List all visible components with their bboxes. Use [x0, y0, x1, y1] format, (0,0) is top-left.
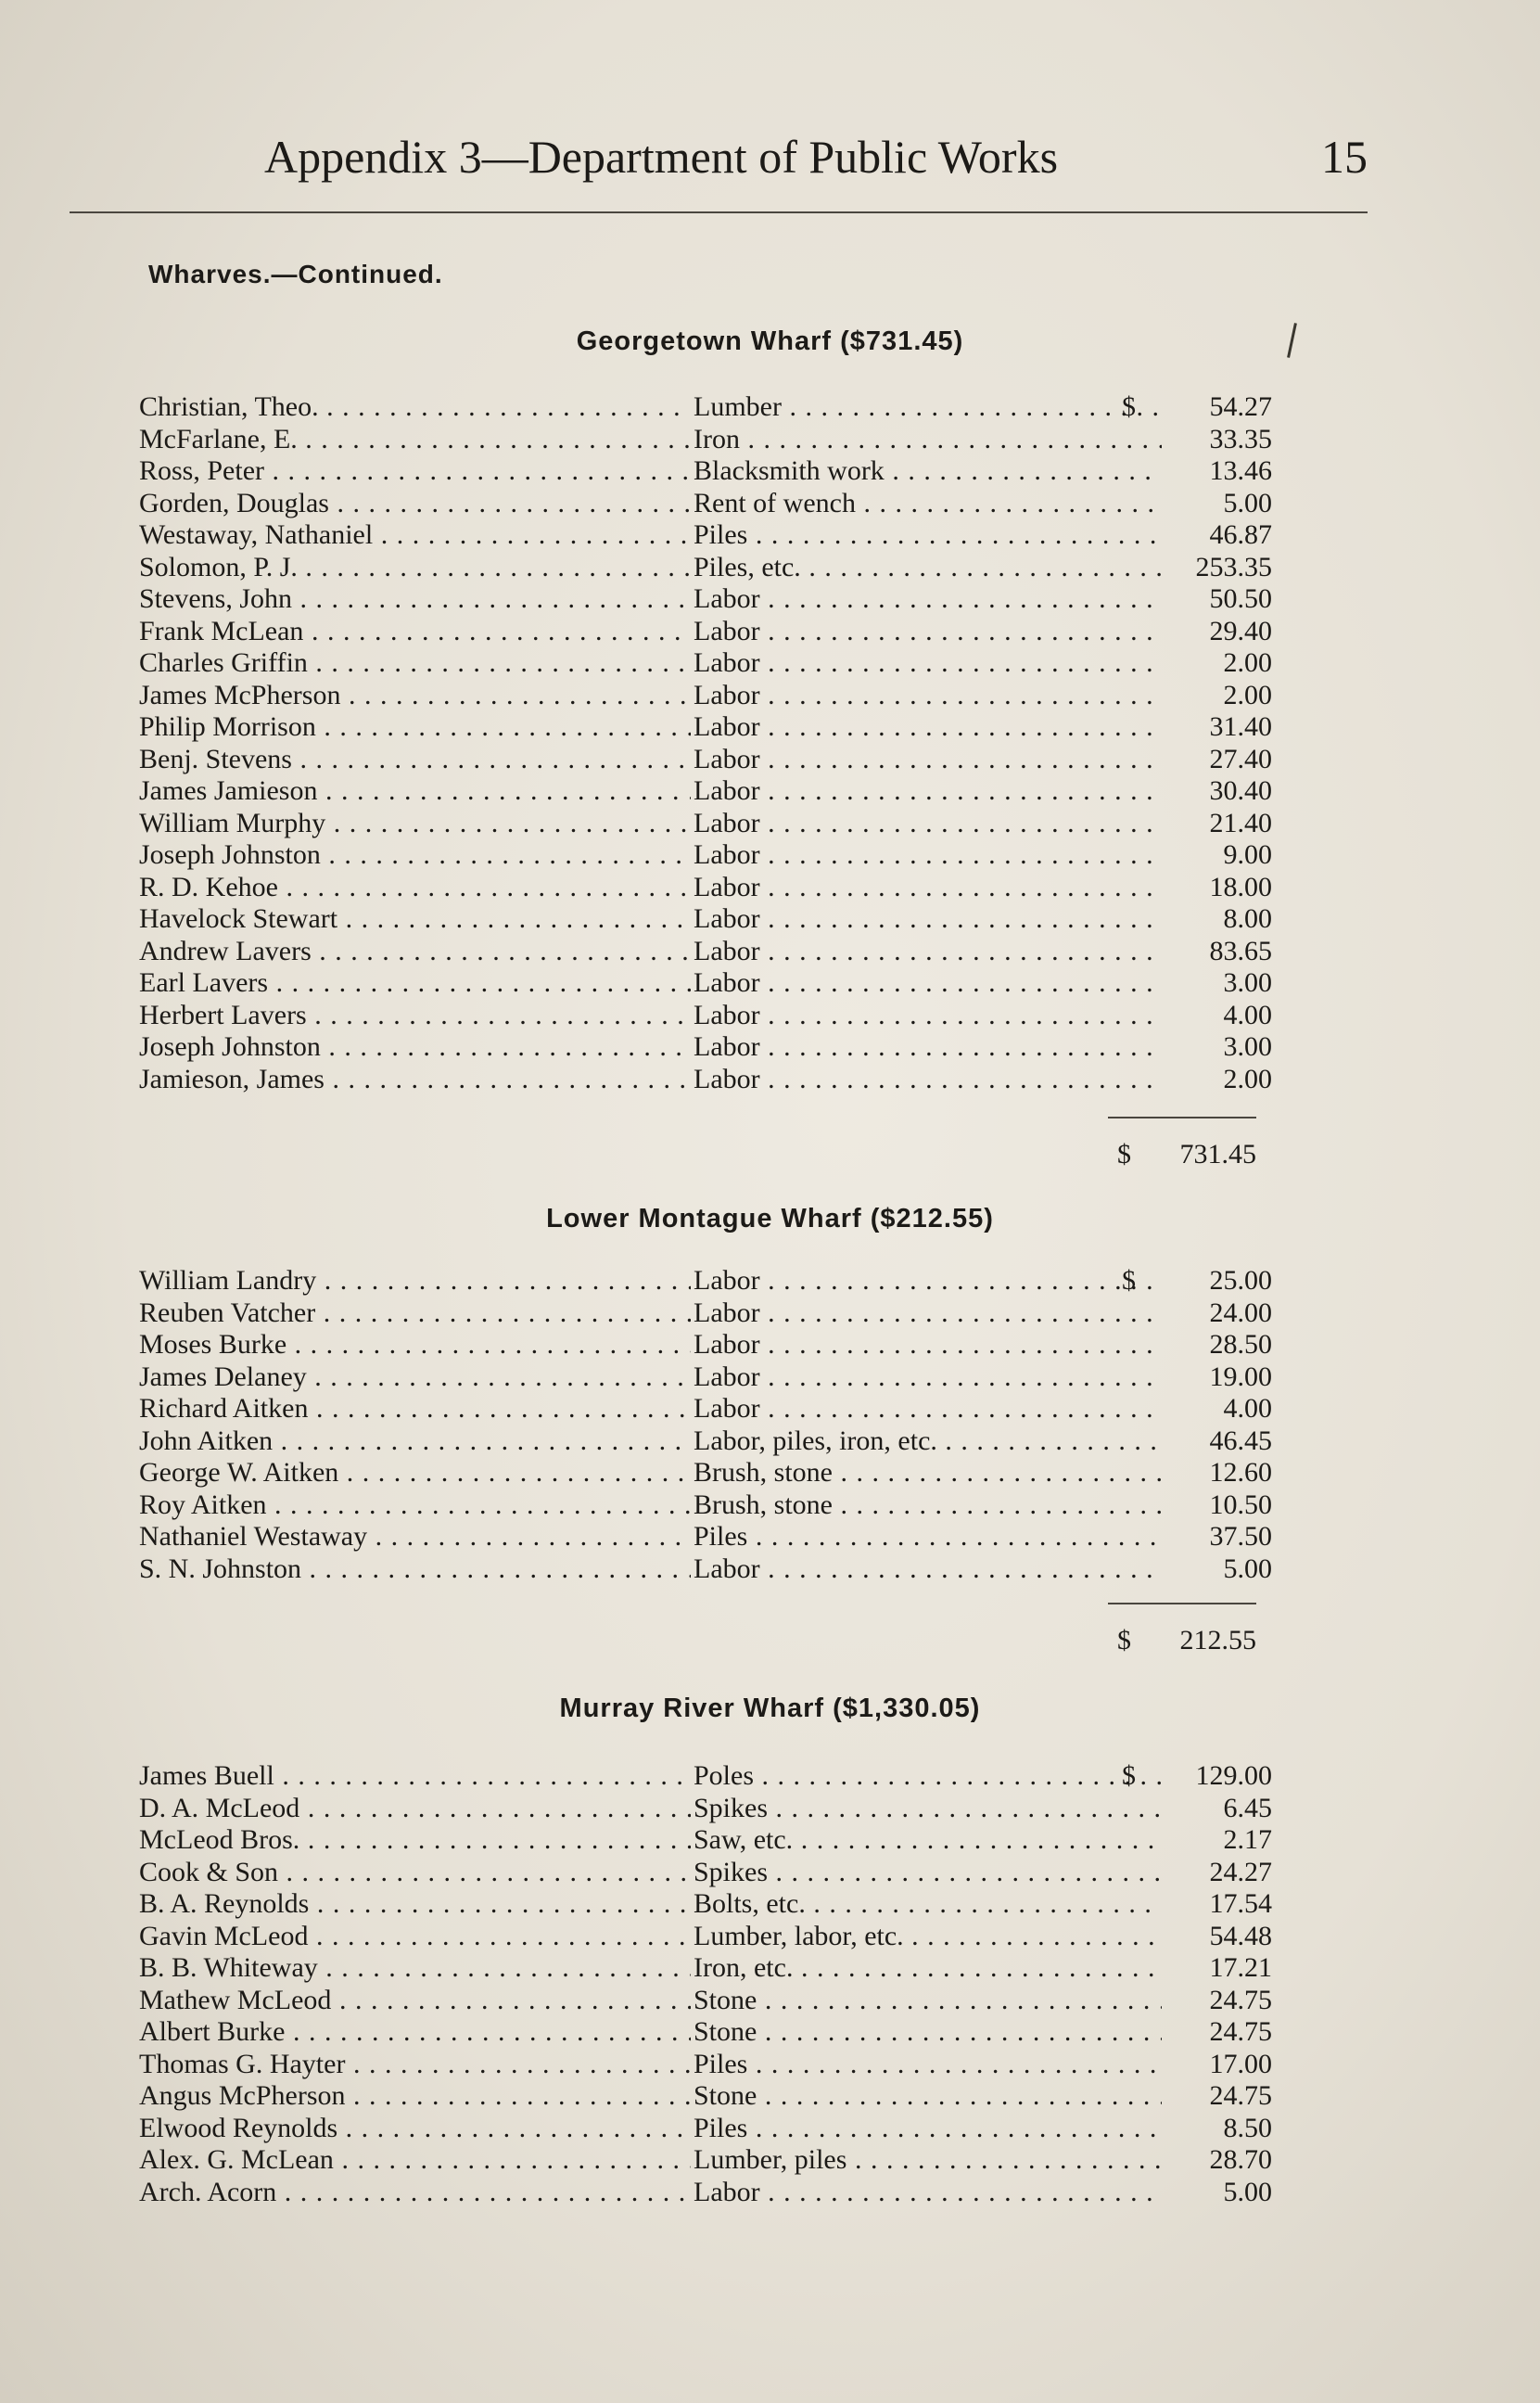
item-cell: [694, 1031, 1162, 1064]
amount: 17.00: [1209, 2048, 1272, 2079]
section-subhead: Wharves.—Continued.: [148, 260, 443, 288]
payee-name: Moses Burke . . .: [139, 1329, 691, 1361]
amount: 24.75: [1209, 2080, 1272, 2111]
amount: 3.00: [1223, 1031, 1272, 1062]
item-cell: [694, 1521, 1162, 1553]
item-description: Labor . . .: [694, 744, 1162, 776]
item-cell: [694, 2177, 1162, 2209]
payee-name: Joseph Johnston . . .: [139, 839, 691, 872]
item-cell: [694, 1425, 1162, 1458]
ledger-row: [139, 935, 1272, 968]
amount: 37.50: [1209, 1521, 1272, 1552]
total-amount: 212.55: [1179, 1625, 1256, 1655]
item-cell: [694, 488, 1162, 520]
payee-name: Herbert Lavers . . .: [139, 1000, 691, 1032]
total-amount: 731.45: [1179, 1139, 1256, 1170]
amount: 8.50: [1223, 2112, 1272, 2143]
amount: 9.00: [1223, 839, 1272, 870]
payee-name: Benj. Stevens . . .: [139, 744, 691, 776]
item-cell: [694, 903, 1162, 936]
item-description: Labor . . .: [694, 1000, 1162, 1032]
page-title: Appendix 3—Department of Public Works: [264, 131, 1059, 183]
total-georgetown: [1117, 1139, 1256, 1170]
item-description: Labor . . .: [694, 680, 1162, 712]
payee-name: Andrew Lavers . . .: [139, 936, 691, 968]
item-cell: [694, 519, 1162, 552]
item-cell: [694, 680, 1162, 712]
payee-name: James Buell . . .: [139, 1760, 691, 1793]
payee-name: S. N. Johnston . . .: [139, 1553, 691, 1586]
payee-name: Reuben Vatcher . . .: [139, 1297, 691, 1330]
payee-name: William Landry . . .: [139, 1265, 691, 1297]
payee-name: James Jamieson . . .: [139, 775, 691, 808]
item-cell: [694, 1793, 1162, 1825]
payee-name: McLeod Bros. . . .: [139, 1824, 691, 1857]
item-description: Stone . . .: [694, 1985, 1162, 2017]
payee-name: Albert Burke . . .: [139, 2016, 691, 2049]
payee-name: Roy Aitken . . .: [139, 1489, 691, 1522]
item-description: Labor . . .: [694, 936, 1162, 968]
ledger-row: [139, 1329, 1272, 1361]
item-description: Labor . . .: [694, 1553, 1162, 1586]
item-description: Brush, stone . . .: [694, 1489, 1162, 1522]
item-description: Labor . . .: [694, 2177, 1162, 2209]
entries-lower-montague: [139, 1265, 1272, 1585]
ledger-row: [139, 1888, 1272, 1921]
ledger-row: [139, 2016, 1272, 2049]
amount: 46.45: [1209, 1425, 1272, 1456]
ledger-row: [139, 551, 1272, 584]
payee-name: D. A. McLeod . . .: [139, 1793, 691, 1825]
payee-name: McFarlane, E. . . .: [139, 424, 691, 456]
item-description: Iron . . .: [694, 424, 1162, 456]
amount: 28.50: [1209, 1329, 1272, 1360]
item-cell: [694, 647, 1162, 680]
ledger-row: [139, 1393, 1272, 1425]
item-cell: [694, 2113, 1162, 2145]
item-cell: [694, 2016, 1162, 2049]
item-description: Lumber, piles . . .: [694, 2144, 1162, 2177]
total-currency: $: [1117, 1625, 1131, 1655]
item-description: Labor . . .: [694, 1064, 1162, 1096]
item-cell: [694, 455, 1162, 488]
item-cell: [694, 1952, 1162, 1985]
section-title-murray-river: Murray River Wharf ($1,330.05): [559, 1694, 981, 1723]
amount: 24.00: [1209, 1297, 1272, 1328]
currency-symbol: $: [1122, 1760, 1136, 1791]
item-cell: [694, 808, 1162, 840]
item-description: Labor . . .: [694, 903, 1162, 936]
ledger-row: [139, 1425, 1272, 1458]
item-cell: [694, 1393, 1162, 1425]
ledger-row: [139, 839, 1272, 872]
item-description: Stone . . .: [694, 2080, 1162, 2113]
payee-name: James Delaney . . .: [139, 1361, 691, 1394]
item-cell: [694, 552, 1162, 584]
ledger-row: [139, 903, 1272, 936]
ledger-row: [139, 1063, 1272, 1096]
amount: 10.50: [1209, 1489, 1272, 1520]
item-description: Brush, stone . . .: [694, 1457, 1162, 1489]
payee-name: Elwood Reynolds . . .: [139, 2113, 691, 2145]
payee-name: Christian, Theo. . . .: [139, 391, 691, 424]
ledger-row: [139, 615, 1272, 648]
item-cell: [694, 1297, 1162, 1330]
ledger-row: [139, 391, 1272, 424]
ledger-row: [139, 711, 1272, 744]
payee-name: Westaway, Nathaniel . . .: [139, 519, 691, 552]
item-cell: [694, 2080, 1162, 2113]
ledger-row: [139, 1265, 1272, 1297]
payee-name: Solomon, P. J. . . .: [139, 552, 691, 584]
item-description: Labor . . .: [694, 583, 1162, 616]
amount: 33.35: [1209, 423, 1272, 454]
total-lower-montague: [1117, 1625, 1256, 1656]
ledger-row: [139, 679, 1272, 712]
amount: 129.00: [1195, 1760, 1272, 1791]
item-description: Piles, etc. . . .: [694, 552, 1162, 584]
ledger-row: [139, 2048, 1272, 2081]
item-cell: [694, 1489, 1162, 1522]
item-description: Lumber, labor, etc. . . .: [694, 1921, 1162, 1953]
payee-name: Stevens, John . . .: [139, 583, 691, 616]
ledger-row: [139, 1792, 1272, 1825]
item-description: Labor . . .: [694, 1297, 1162, 1330]
item-cell: [694, 391, 1162, 424]
ledger-row: [139, 1920, 1272, 1953]
item-cell: [694, 583, 1162, 616]
currency-symbol: $: [1122, 1265, 1136, 1296]
amount: 21.40: [1209, 807, 1272, 838]
item-description: Labor . . .: [694, 1361, 1162, 1394]
ledger-row: [139, 1489, 1272, 1522]
ledger-row: [139, 1457, 1272, 1489]
item-cell: [694, 2144, 1162, 2177]
currency-symbol: $: [1122, 391, 1136, 422]
item-description: Labor, piles, iron, etc. . . .: [694, 1425, 1162, 1458]
item-cell: [694, 1824, 1162, 1857]
amount: 12.60: [1209, 1457, 1272, 1488]
amount: 4.00: [1223, 999, 1272, 1030]
amount: 25.00: [1209, 1265, 1272, 1296]
item-description: Labor . . .: [694, 775, 1162, 808]
ledger-row: [139, 967, 1272, 1000]
payee-name: Thomas G. Hayter . . .: [139, 2049, 691, 2081]
ledger-row: [139, 1856, 1272, 1889]
payee-name: Frank McLean . . .: [139, 616, 691, 648]
payee-name: George W. Aitken . . .: [139, 1457, 691, 1489]
ledger-row: [139, 743, 1272, 776]
payee-name: Earl Lavers . . .: [139, 967, 691, 1000]
amount: 31.40: [1209, 711, 1272, 742]
entries-murray-river: [139, 1760, 1272, 2208]
amount: 54.27: [1209, 391, 1272, 422]
ledger-row: [139, 1952, 1272, 1985]
item-description: Labor . . .: [694, 839, 1162, 872]
item-description: Piles . . .: [694, 2049, 1162, 2081]
amount: 29.40: [1209, 615, 1272, 646]
payee-name: John Aitken . . .: [139, 1425, 691, 1458]
item-cell: [694, 1760, 1162, 1793]
ledger-row: [139, 487, 1272, 520]
item-description: Piles . . .: [694, 519, 1162, 552]
item-cell: [694, 839, 1162, 872]
item-cell: [694, 1000, 1162, 1032]
ledger-row: [139, 1521, 1272, 1553]
amount: 46.87: [1209, 519, 1272, 550]
ledger-row: [139, 1297, 1272, 1330]
item-cell: [694, 1921, 1162, 1953]
amount: 2.00: [1223, 679, 1272, 710]
payee-name: Ross, Peter . . .: [139, 455, 691, 488]
ledger-row: [139, 775, 1272, 808]
ledger-row: [139, 1984, 1272, 2017]
amount: 3.00: [1223, 967, 1272, 998]
ledger-row: [139, 999, 1272, 1032]
ledger-row: [139, 423, 1272, 456]
ledger-row: [139, 519, 1272, 552]
ledger-row: [139, 807, 1272, 840]
payee-name: Richard Aitken . . .: [139, 1393, 691, 1425]
total-rule-lower-montague: [1108, 1603, 1256, 1604]
item-description: Lumber . . .: [694, 391, 1162, 424]
amount: 50.50: [1209, 583, 1272, 614]
section-title-georgetown: Georgetown Wharf ($731.45): [576, 326, 964, 356]
item-description: Iron, etc. . . .: [694, 1952, 1162, 1985]
payee-name: Gavin McLeod . . .: [139, 1921, 691, 1953]
item-description: Spikes . . .: [694, 1793, 1162, 1825]
ledger-row: [139, 455, 1272, 488]
payee-name: Joseph Johnston . . .: [139, 1031, 691, 1064]
amount: 5.00: [1223, 2176, 1272, 2207]
payee-name: William Murphy . . .: [139, 808, 691, 840]
item-description: Labor . . .: [694, 872, 1162, 904]
item-cell: [694, 1985, 1162, 2017]
payee-name: Philip Morrison . . .: [139, 711, 691, 744]
amount: 83.65: [1209, 935, 1272, 966]
amount: 19.00: [1209, 1361, 1272, 1392]
amount: 8.00: [1223, 903, 1272, 934]
item-cell: [694, 2049, 1162, 2081]
item-description: Rent of wench . . .: [694, 488, 1162, 520]
item-cell: [694, 424, 1162, 456]
item-cell: [694, 775, 1162, 808]
ledger-row: [139, 2112, 1272, 2145]
ledger-row: [139, 1824, 1272, 1857]
amount: 17.54: [1209, 1888, 1272, 1919]
item-description: Labor . . .: [694, 711, 1162, 744]
payee-name: Havelock Stewart . . .: [139, 903, 691, 936]
page-number: 15: [1321, 131, 1368, 183]
payee-name: Jamieson, James . . .: [139, 1064, 691, 1096]
item-description: Labor . . .: [694, 808, 1162, 840]
ledger-row: [139, 2144, 1272, 2177]
item-cell: [694, 1553, 1162, 1586]
item-cell: [694, 1361, 1162, 1394]
amount: 5.00: [1223, 1553, 1272, 1584]
ledger-row: [139, 1553, 1272, 1586]
ledger-row: [139, 2080, 1272, 2113]
amount: 17.21: [1209, 1952, 1272, 1983]
amount: 27.40: [1209, 743, 1272, 774]
item-cell: [694, 936, 1162, 968]
payee-name: Cook & Son . . .: [139, 1857, 691, 1889]
payee-name: B. B. Whiteway . . .: [139, 1952, 691, 1985]
ledger-row: [139, 2176, 1272, 2209]
amount: 253.35: [1195, 551, 1272, 582]
item-description: Blacksmith work . . .: [694, 455, 1162, 488]
amount: 18.00: [1209, 871, 1272, 902]
amount: 4.00: [1223, 1393, 1272, 1424]
item-cell: [694, 711, 1162, 744]
total-rule-georgetown: [1108, 1117, 1256, 1118]
item-description: Labor . . .: [694, 1031, 1162, 1064]
item-description: Labor . . .: [694, 967, 1162, 1000]
total-currency: $: [1117, 1139, 1131, 1170]
amount: 6.45: [1223, 1792, 1272, 1823]
entries-georgetown: [139, 391, 1272, 1095]
item-description: Piles . . .: [694, 2113, 1162, 2145]
amount: 30.40: [1209, 775, 1272, 806]
amount: 2.00: [1223, 647, 1272, 678]
item-cell: [694, 967, 1162, 1000]
amount: 28.70: [1209, 2144, 1272, 2175]
item-description: Labor . . .: [694, 647, 1162, 680]
item-description: Poles . . .: [694, 1760, 1162, 1793]
amount: 24.75: [1209, 1984, 1272, 2015]
page-header: [264, 130, 1368, 184]
payee-name: Mathew McLeod . . .: [139, 1985, 691, 2017]
item-description: Labor . . .: [694, 616, 1162, 648]
amount: 13.46: [1209, 455, 1272, 486]
payee-name: B. A. Reynolds . . .: [139, 1888, 691, 1921]
ledger-row: [139, 647, 1272, 680]
amount: 2.17: [1223, 1824, 1272, 1855]
ledger-row: [139, 1760, 1272, 1793]
payee-name: Alex. G. McLean . . .: [139, 2144, 691, 2177]
amount: 2.00: [1223, 1063, 1272, 1094]
payee-name: Charles Griffin . . .: [139, 647, 691, 680]
item-description: Bolts, etc. . . .: [694, 1888, 1162, 1921]
section-title-lower-montague: Lower Montague Wharf ($212.55): [546, 1204, 994, 1233]
payee-name: R. D. Kehoe . . .: [139, 872, 691, 904]
ledger-row: [139, 1031, 1272, 1064]
item-description: Piles . . .: [694, 1521, 1162, 1553]
item-cell: [694, 1857, 1162, 1889]
item-description: Spikes . . .: [694, 1857, 1162, 1889]
item-cell: [694, 1888, 1162, 1921]
item-description: Labor . . .: [694, 1393, 1162, 1425]
ledger-row: [139, 583, 1272, 616]
ledger-row: [139, 1361, 1272, 1394]
amount: 5.00: [1223, 487, 1272, 518]
amount: 24.27: [1209, 1856, 1272, 1887]
item-cell: [694, 616, 1162, 648]
amount: 54.48: [1209, 1920, 1272, 1951]
item-cell: [694, 1457, 1162, 1489]
ledger-row: [139, 871, 1272, 904]
item-cell: [694, 872, 1162, 904]
item-description: Labor . . .: [694, 1329, 1162, 1361]
header-rule: [70, 211, 1368, 213]
payee-name: James McPherson . . .: [139, 680, 691, 712]
item-cell: [694, 1064, 1162, 1096]
item-description: Saw, etc. . . .: [694, 1824, 1162, 1857]
payee-name: Gorden, Douglas . . .: [139, 488, 691, 520]
item-cell: [694, 1265, 1162, 1297]
item-cell: [694, 1329, 1162, 1361]
payee-name: Angus McPherson . . .: [139, 2080, 691, 2113]
item-description: Stone . . .: [694, 2016, 1162, 2049]
payee-name: Arch. Acorn . . .: [139, 2177, 691, 2209]
item-description: Labor . . .: [694, 1265, 1162, 1297]
payee-name: Nathaniel Westaway . . .: [139, 1521, 691, 1553]
item-cell: [694, 744, 1162, 776]
amount: 24.75: [1209, 2016, 1272, 2047]
